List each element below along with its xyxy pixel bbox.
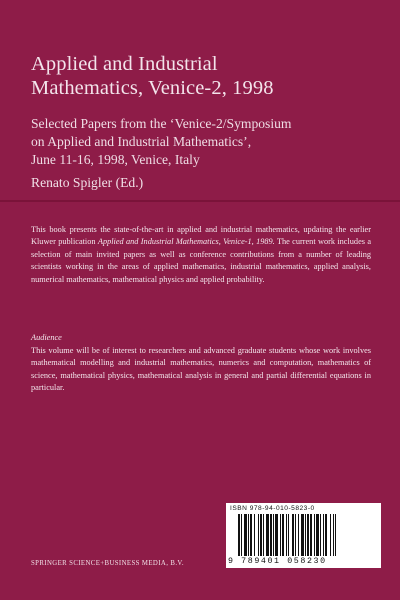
title-line-2: Mathematics, Venice-2, 1998 [31, 77, 274, 99]
isbn-label: ISBN 978-94-010-5823-0 [230, 505, 315, 512]
description-paragraph-2: This volume will be of interest to researchers and advanced graduate students whose work involves mathematical modelling and industrial mathematics, numerics and computation, mathematics of science, mathematical physics, mathematical analysis in general and partial differential equations in particular. [31, 346, 371, 393]
divider [0, 200, 400, 202]
book-title [31, 52, 274, 100]
p1-start: This book presents the state-of-the-art in applied and industrial mathematics, updating the earlier Kluwer publication [31, 225, 371, 247]
editor-name: Renato Spigler (Ed.) [31, 175, 144, 190]
barcode-digits: 9 789401 058230 [228, 557, 327, 566]
audience-heading: Audience [31, 333, 62, 342]
description-paragraph-1 [31, 224, 371, 286]
barcode [226, 503, 381, 568]
book-subtitle [31, 115, 351, 169]
barcode-bars-icon [238, 514, 372, 556]
p1-italic-reference: Applied and Industrial Mathematics, Venice-1, 1989. [97, 237, 275, 247]
subtitle-line-2: on Applied and Industrial Mathematics’, [31, 134, 252, 149]
p1-end: The current work includes a selection of main invited papers as well as conference contributions from a number of leading scientists working in the areas of applied mathematics, industrial mathematics, applied analysis, numerical mathematics, mathematical physics and applied probability. [31, 237, 372, 284]
subtitle-line-1: Selected Papers from the ‘Venice-2/Symposium [31, 116, 292, 131]
subtitle-line-3: June 11-16, 1998, Venice, Italy [31, 152, 200, 167]
publisher-name: SPRINGER SCIENCE+BUSINESS MEDIA, B.V. [31, 560, 184, 567]
title-line-1: Applied and Industrial [31, 53, 218, 75]
